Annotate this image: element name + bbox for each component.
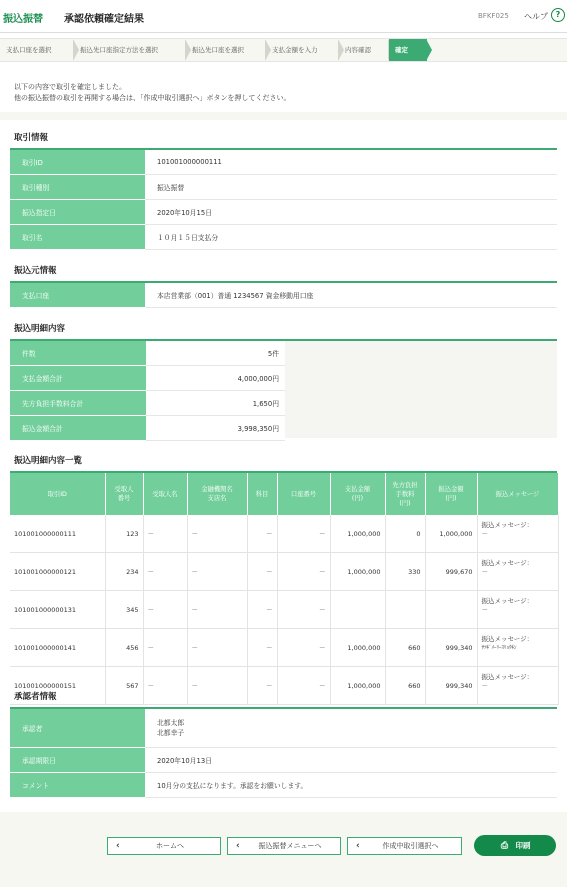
cell-bank: － (187, 515, 247, 553)
cell-bank: － (187, 591, 247, 629)
total-transfer: 3,998,350円 (146, 416, 285, 441)
cell-id: 101001000000131 (10, 591, 105, 629)
cell-account: － (277, 629, 330, 667)
cell-account: － (277, 591, 330, 629)
cell-id: 101001000000121 (10, 553, 105, 591)
cell-name: － (143, 515, 187, 553)
home-button[interactable]: ‹ ホームへ (107, 837, 221, 855)
cell-subject: － (247, 591, 277, 629)
cell-name: － (143, 591, 187, 629)
item-count: 5件 (146, 341, 285, 366)
column-header: 科目 (247, 473, 277, 515)
cell-fee: 330 (385, 553, 425, 591)
cell-transfer: 1,000,000 (425, 515, 477, 553)
print-button[interactable]: ⎙ 印刷 (474, 835, 556, 856)
transfer-menu-button[interactable]: ‹ 振込振替メニューへ (227, 837, 341, 855)
table-row (10, 591, 558, 629)
cell-pay (330, 591, 385, 629)
section-title-source: 振込元情報 (14, 266, 57, 276)
approver-info-table: 承認者 北都太郎 北都幸子 承認期限日 2020年10月13日 コメント 10月分の支払になります。承認をお願いします。 (10, 709, 557, 798)
help-icon[interactable]: ? (551, 8, 565, 22)
cell-fee: 660 (385, 667, 425, 705)
table-row (10, 515, 558, 553)
cell-id: 101001000000111 (10, 515, 105, 553)
column-header: 口座番号 (277, 473, 330, 515)
cell-pay: 1,000,000 (330, 629, 385, 667)
approval-deadline: 2020年10月13日 (145, 748, 557, 773)
cell-bank: － (187, 553, 247, 591)
column-header: 振込メッセージ (477, 473, 558, 515)
approval-comment: 10月分の支払になります。承認をお願いします。 (145, 773, 557, 798)
screen-code: BFKF025 (478, 12, 509, 20)
cell-message: 振込メッセージ： － (477, 667, 558, 705)
step-confirm-content: 内容確認 (339, 39, 389, 61)
step-complete: 確定 (389, 39, 427, 61)
transaction-name: １０月１５日支払分 (145, 225, 557, 250)
table-row (10, 629, 558, 667)
draft-transactions-button[interactable]: ‹ 作成中取引選択へ (347, 837, 462, 855)
column-header: 受取人 番号 (105, 473, 143, 515)
source-info-table: 支払口座 本店営業部（001）普通 1234567 資金移動用口座 (10, 283, 557, 308)
column-header: 金融機関名 支店名 (187, 473, 247, 515)
cell-name: － (143, 629, 187, 667)
cell-message: 振込メッセージ： － (477, 515, 558, 553)
detail-list-table (10, 473, 559, 705)
cell-message: 振込メッセージ： ｻﾂｷﾞﾒｰﾘｰｽﾘｮｳｷﾝ (477, 629, 558, 667)
cell-transfer (425, 591, 477, 629)
cell-subject: － (247, 629, 277, 667)
cell-num: 345 (105, 591, 143, 629)
cell-id: 101001000000151 (10, 667, 105, 705)
cell-subject: － (247, 667, 277, 705)
cell-num: 456 (105, 629, 143, 667)
cell-name: － (143, 553, 187, 591)
detail-summary-table: 件数 5件 支払金額合計 4,000,000円 先方負担手数料合計 1,650円 振込金額合計 3,998,350円 (10, 341, 285, 441)
page-title: 承認依頼確定結果 (64, 14, 144, 25)
cell-name: － (143, 667, 187, 705)
cell-fee: 0 (385, 515, 425, 553)
source-account: 本店営業部（001）普通 1234567 資金移動用口座 (145, 283, 557, 308)
section-title-detail-summary: 振込明細内容 (14, 324, 66, 334)
cell-account: － (277, 515, 330, 553)
table-row (10, 667, 558, 705)
cell-pay: 1,000,000 (330, 515, 385, 553)
total-payment: 4,000,000円 (146, 366, 285, 391)
section-title-transaction: 取引情報 (14, 133, 49, 143)
section-title-detail-list: 振込明細内容一覧 (14, 456, 83, 466)
column-header: 振込金額 (円) (425, 473, 477, 515)
app-title: 振込振替 (3, 14, 43, 25)
total-fee: 1,650円 (146, 391, 285, 416)
table-header-row (10, 473, 558, 515)
step-select-source-account: 支払口座を選択 (0, 39, 74, 61)
transaction-info-table: 取引ID 101001000000111 取引種別 振込振替 振込指定日 2020年10月15日 取引名 １０月１５日支払分 (10, 150, 557, 250)
cell-num: 234 (105, 553, 143, 591)
cell-fee (385, 591, 425, 629)
step-enter-amount: 支払金額を入力 (266, 39, 339, 61)
cell-account: － (277, 667, 330, 705)
intro-message: 以下の内容で取引を確定しました。 他の振込振替の取引を再開する場合は、「作成中取引選択へ」ボタンを押してください。 (14, 83, 291, 102)
cell-subject: － (247, 553, 277, 591)
approver-names: 北都太郎 北都幸子 (145, 709, 557, 748)
cell-account: － (277, 553, 330, 591)
cell-num: 123 (105, 515, 143, 553)
cell-transfer: 999,340 (425, 629, 477, 667)
chevron-left-icon: ‹ (116, 841, 120, 851)
transfer-date: 2020年10月15日 (145, 200, 557, 225)
column-header: 取引ID (10, 473, 105, 515)
cell-bank: － (187, 629, 247, 667)
transaction-type: 振込振替 (145, 175, 557, 200)
cell-transfer: 999,340 (425, 667, 477, 705)
section-title-approver: 承認者情報 (14, 692, 57, 702)
printer-icon: ⎙ (500, 841, 509, 851)
cell-subject: － (247, 515, 277, 553)
chevron-left-icon: ‹ (356, 841, 360, 851)
help-link[interactable]: ヘルプ (524, 12, 548, 21)
cell-id: 101001000000141 (10, 629, 105, 667)
column-header: 受取人名 (143, 473, 187, 515)
chevron-left-icon: ‹ (236, 841, 240, 851)
cell-transfer: 999,670 (425, 553, 477, 591)
cell-pay: 1,000,000 (330, 667, 385, 705)
step-select-method: 振込先口座指定方法を選択 (74, 39, 186, 61)
table-row (10, 553, 558, 591)
cell-message: 振込メッセージ： － (477, 591, 558, 629)
cell-message: 振込メッセージ： － (477, 553, 558, 591)
cell-bank: － (187, 667, 247, 705)
column-header: 先方負担 手数料 (円) (385, 473, 425, 515)
progress-steps (0, 38, 567, 62)
cell-num: 567 (105, 667, 143, 705)
column-header: 支払金額 (円) (330, 473, 385, 515)
cell-fee: 660 (385, 629, 425, 667)
transaction-id: 101001000000111 (145, 150, 557, 175)
page-header (0, 0, 567, 33)
cell-pay: 1,000,000 (330, 553, 385, 591)
step-select-destination: 振込先口座を選択 (186, 39, 266, 61)
